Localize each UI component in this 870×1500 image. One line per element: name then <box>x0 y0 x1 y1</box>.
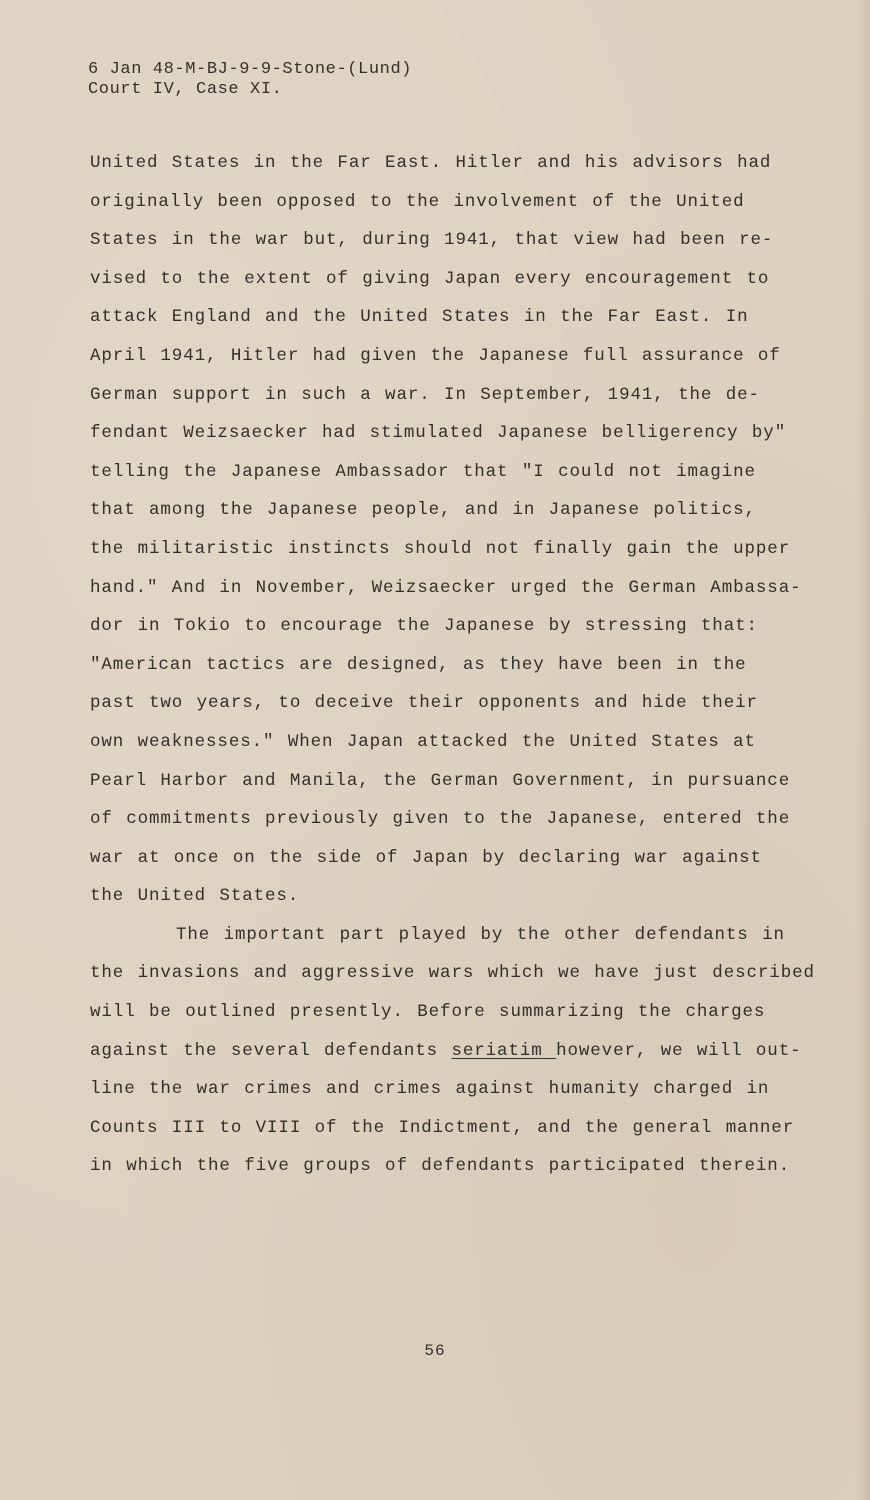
text-segment: however, we will out- <box>556 1040 802 1061</box>
text-line: that among the Japanese people, and in Japanese politics, <box>90 500 756 521</box>
text-line: the United States. <box>90 886 300 907</box>
document-header <box>88 60 412 100</box>
text-line: vised to the extent of giving Japan every encouragement to <box>90 268 770 289</box>
text-segment: against the several defendants <box>90 1040 452 1061</box>
text-line: the invasions and aggressive wars which we have just described <box>90 963 815 984</box>
text-line: telling the Japanese Ambassador that "I could not imagine <box>90 461 756 482</box>
body-text <box>90 148 820 1190</box>
text-line: United States in the Far East. Hitler and his advisors had <box>90 153 772 173</box>
underlined-gap <box>543 1041 556 1061</box>
text-line: hand." And in November, Weizsaecker urged the German Ambassa- <box>90 577 802 598</box>
text-line: of commitments previously given to the Japanese, entered the <box>90 809 791 830</box>
text-line: "American tactics are designed, as they have been in the <box>90 654 747 675</box>
text-line: German support in such a war. In September, 1941, the de- <box>90 384 760 405</box>
text-line: own weaknesses." When Japan attacked the United States at <box>90 731 756 752</box>
paragraph-start-line: The important part played by the other defendants in <box>176 924 785 945</box>
text-line: April 1941, Hitler had given the Japanese full assurance of <box>90 345 781 366</box>
text-line: the militaristic instincts should not finally gain the upper <box>90 538 791 559</box>
page-number: 56 <box>424 1342 446 1360</box>
text-line: line the war crimes and crimes against humanity charged in <box>90 1079 770 1100</box>
text-line: war at once on the side of Japan by declaring war against <box>90 847 762 868</box>
text-line: fendant Weizsaecker had stimulated Japanese belligerency by" <box>90 423 787 444</box>
text-line: past two years, to deceive their opponents and hide their <box>90 693 758 714</box>
text-line: Counts III to VIII of the Indictment, and the general manner <box>90 1117 795 1138</box>
text-line: dor in Tokio to encourage the Japanese by stressing that: <box>90 616 758 637</box>
text-line: States in the war but, during 1941, that view had been re- <box>90 230 774 251</box>
text-line <box>90 1036 820 1075</box>
underlined-word: seriatim <box>451 1040 543 1061</box>
text-line: attack England and the United States in the Far East. In <box>90 307 749 328</box>
text-line: originally been opposed to the involvement of the United <box>90 191 745 212</box>
text-line: Pearl Harbor and Manila, the German Government, in pursuance <box>90 770 791 791</box>
text-line: in which the five groups of defendants participated therein. <box>90 1156 791 1177</box>
header-court-line: Court IV, Case XI. <box>88 80 283 99</box>
header-reference-line: 6 Jan 48-M-BJ-9-9-Stone-(Lund) <box>88 60 413 79</box>
text-line: will be outlined presently. Before summarizing the charges <box>90 1002 766 1023</box>
